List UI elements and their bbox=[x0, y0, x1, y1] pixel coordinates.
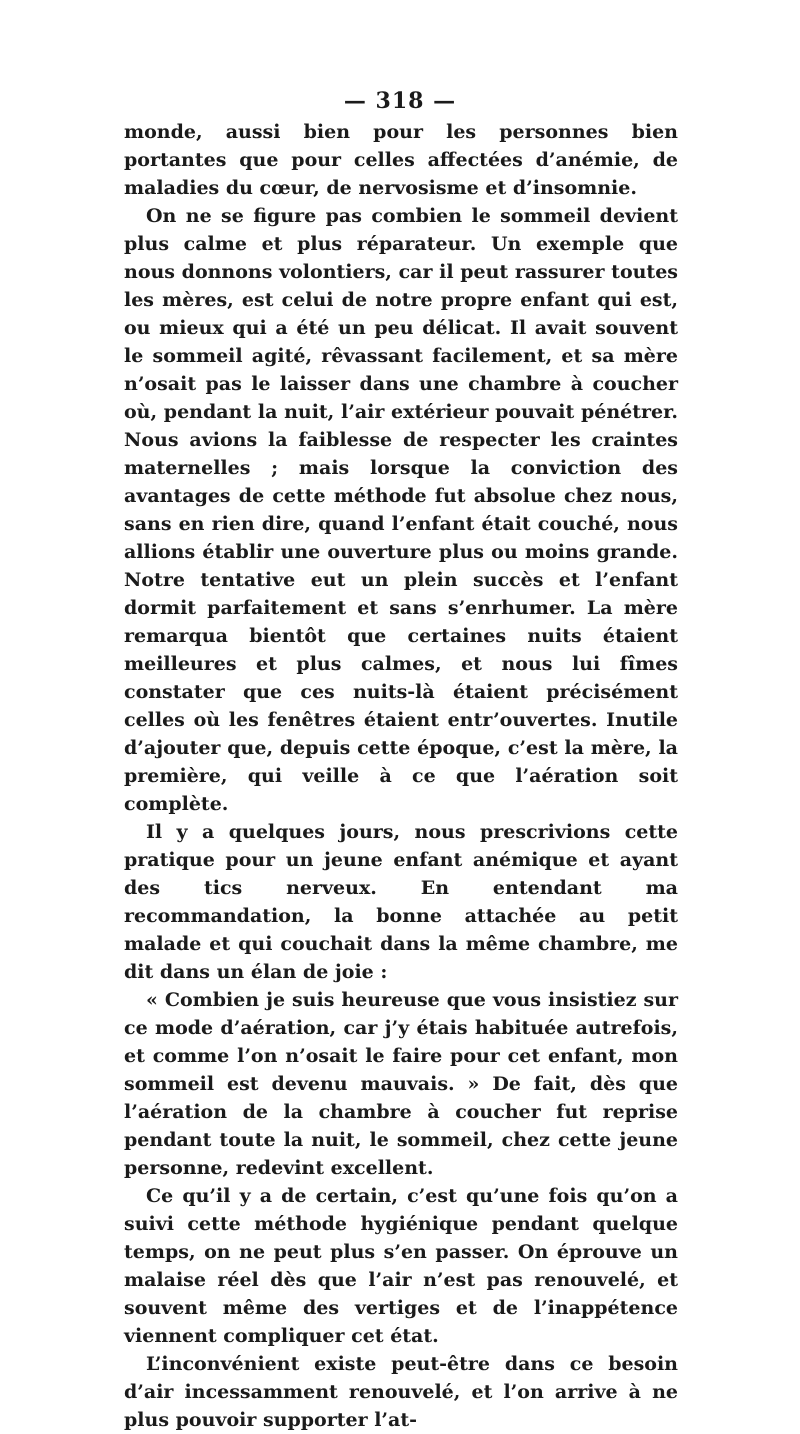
page-number: — 318 — bbox=[343, 88, 457, 114]
paragraph-quotation: « Combien je suis heureuse que vous insistiez sur ce mode d’aération, car j’y étais habituée autrefois, et comme l’on n’osait le faire pour cet enfant, mon sommeil est devenu mauvais. » De fait, dès que l’aération de la chambre à coucher fut reprise pendant toute la nuit, le sommeil, chez cette jeune personne, redevint excellent. bbox=[124, 989, 678, 1179]
body-text bbox=[124, 118, 678, 1434]
paragraph-sleep-example: On ne se figure pas combien le sommeil devient plus calme et plus réparateur. Un exemple que nous donnons volontiers, car il peut rassurer toutes les mères, est celui de notre propre enfant qui est, ou mieux qui a été un peu délicat. Il avait souvent le sommeil agité, rêvassant facilement, et sa mère n’osait pas le laisser dans une chambre à coucher où, pendant la nuit, l’air extérieur pouvait pénétrer. Nous avions la faiblesse de respecter les craintes maternelles ; mais lorsque la conviction des avantages de cette méthode fut absolue chez nous, sans en rien dire, quand l’enfant était couché, nous allions établir une ouverture plus ou moins grande. Notre tentative eut un plein succès et l’enfant dormit parfaitement et sans s’enrhumer. La mère remarqua bientôt que certaines nuits étaient meilleures et plus calmes, et nous lui fîmes constater que ces nuits-là étaient précisément celles où les fenêtres étaient entr’ouvertes. Inutile d’ajouter que, depuis cette époque, c’est la mère, la première, qui veille à ce que l’aération soit complète. bbox=[124, 205, 678, 815]
paragraph-hygiene-method: Ce qu’il y a de certain, c’est qu’une fois qu’on a suivi cette méthode hygiénique pendant quelque temps, on ne peut plus s’en passer. On éprouve un malaise réel dès que l’air n’est pas renouvelé, et souvent même des vertiges et de l’inappétence viennent compliquer cet état. bbox=[124, 1185, 678, 1347]
paragraph-anemic-child: Il y a quelques jours, nous prescrivions cette pratique pour un jeune enfant anémique et ayant des tics nerveux. En entendant ma recommandation, la bonne attachée au petit malade et qui couchait dans la même chambre, me dit dans un élan de joie : bbox=[124, 821, 678, 983]
paragraph-continuation: monde, aussi bien pour les personnes bien portantes que pour celles affectées d’anémie, de maladies du cœur, de nervosisme et d’insomnie. bbox=[124, 121, 678, 199]
paragraph-inconvenience: L’inconvénient existe peut-être dans ce besoin d’air incessamment renouvelé, et l’on arrive à ne plus pouvoir supporter l’at- bbox=[124, 1353, 678, 1431]
